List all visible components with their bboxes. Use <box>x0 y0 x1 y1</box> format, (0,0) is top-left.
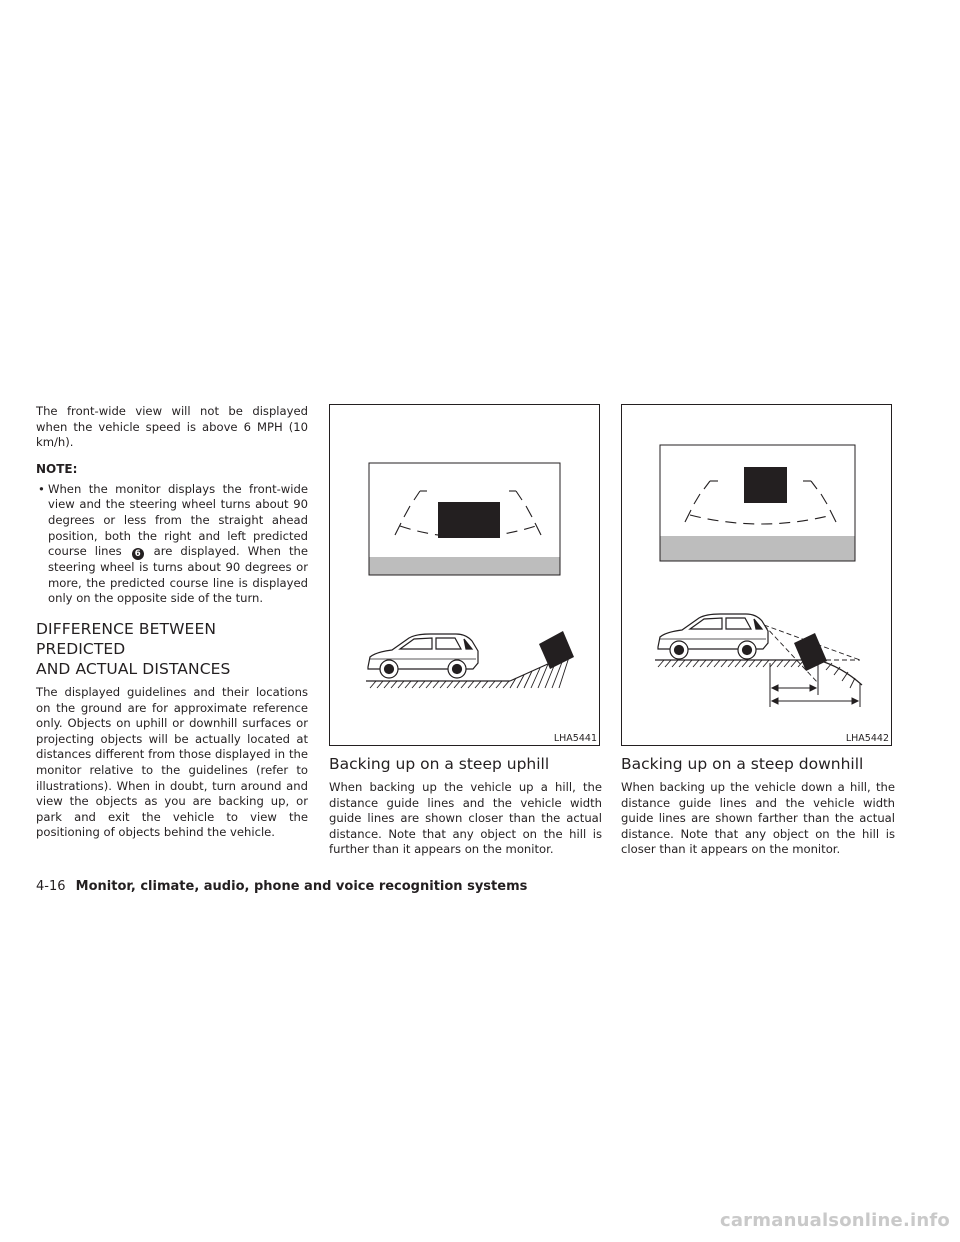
vehicle-side-view <box>368 634 478 678</box>
section-heading <box>36 619 308 679</box>
callout-number-icon: 6 <box>132 548 144 560</box>
intro-paragraph: The front-wide view will not be displayed when the vehicle speed is above 6 MPH (10 km/h). <box>36 404 308 450</box>
figure-code: LHA5442 <box>845 733 889 744</box>
downhill-heading: Backing up on a steep downhill <box>621 755 864 773</box>
downhill-illustration <box>622 405 893 747</box>
object-on-screen <box>438 502 500 538</box>
note-bullet <box>36 482 308 607</box>
uphill-figure <box>329 404 600 746</box>
monitor-ground-band <box>661 536 855 561</box>
bullet-text-part1: When the monitor displays the front-wide view and the steering wheel turns about 90 degrees or less from the straight ahead position, both the right and left predicted course lines <box>48 481 308 559</box>
section-heading-line2: AND ACTUAL DISTANCES <box>36 659 231 678</box>
section-body: The displayed guidelines and their locations on the ground are for approximate reference only. Objects on uphill or downhill surfaces or projecting objects will be actually located at distances different from those displayed in the monitor relative to the guidelines (refer to illustrations). When in doubt, turn around and view the objects as you are backing up, or park and exit the vehicle to view the positioning of objects behind the vehicle. <box>36 684 308 840</box>
page-footer <box>36 879 836 895</box>
chapter-title: Monitor, climate, audio, phone and voice recognition systems <box>75 879 528 894</box>
left-column <box>36 404 308 841</box>
uphill-heading: Backing up on a steep uphill <box>329 755 550 773</box>
uphill-body: When backing up the vehicle up a hill, the distance guide lines and the vehicle width guide lines are shown closer than the actual distance. Note that any object on the hill is further than it appears on the monitor. <box>329 780 602 857</box>
downhill-figure <box>621 404 892 746</box>
bullet-mark: • <box>38 481 45 496</box>
watermark: carmanualsonline.info <box>719 1210 950 1231</box>
section-heading-line1: DIFFERENCE BETWEEN PREDICTED <box>36 619 217 658</box>
uphill-column <box>329 404 602 858</box>
bullet-text-part2: are displayed. When the steering wheel is turns about 90 degrees or more, the predicted course line is displayed only on the opposite side of the turn. <box>48 544 309 606</box>
downhill-ground <box>655 660 862 688</box>
distance-arrows <box>770 663 860 707</box>
monitor-ground-band <box>370 557 560 575</box>
obstacle-block <box>539 631 574 669</box>
uphill-illustration <box>330 405 601 747</box>
object-on-screen <box>744 467 787 503</box>
downhill-body: When backing up the vehicle down a hill, the distance guide lines and the vehicle width guide lines are shown farther than the actual distance. Note that any object on the hill is closer than it appears on the monitor. <box>621 780 895 857</box>
note-label: NOTE: <box>36 461 78 476</box>
figure-code: LHA5441 <box>553 733 597 744</box>
downhill-column <box>621 404 895 858</box>
vehicle-side-view <box>658 614 768 659</box>
page-number: 4-16 <box>36 879 66 894</box>
